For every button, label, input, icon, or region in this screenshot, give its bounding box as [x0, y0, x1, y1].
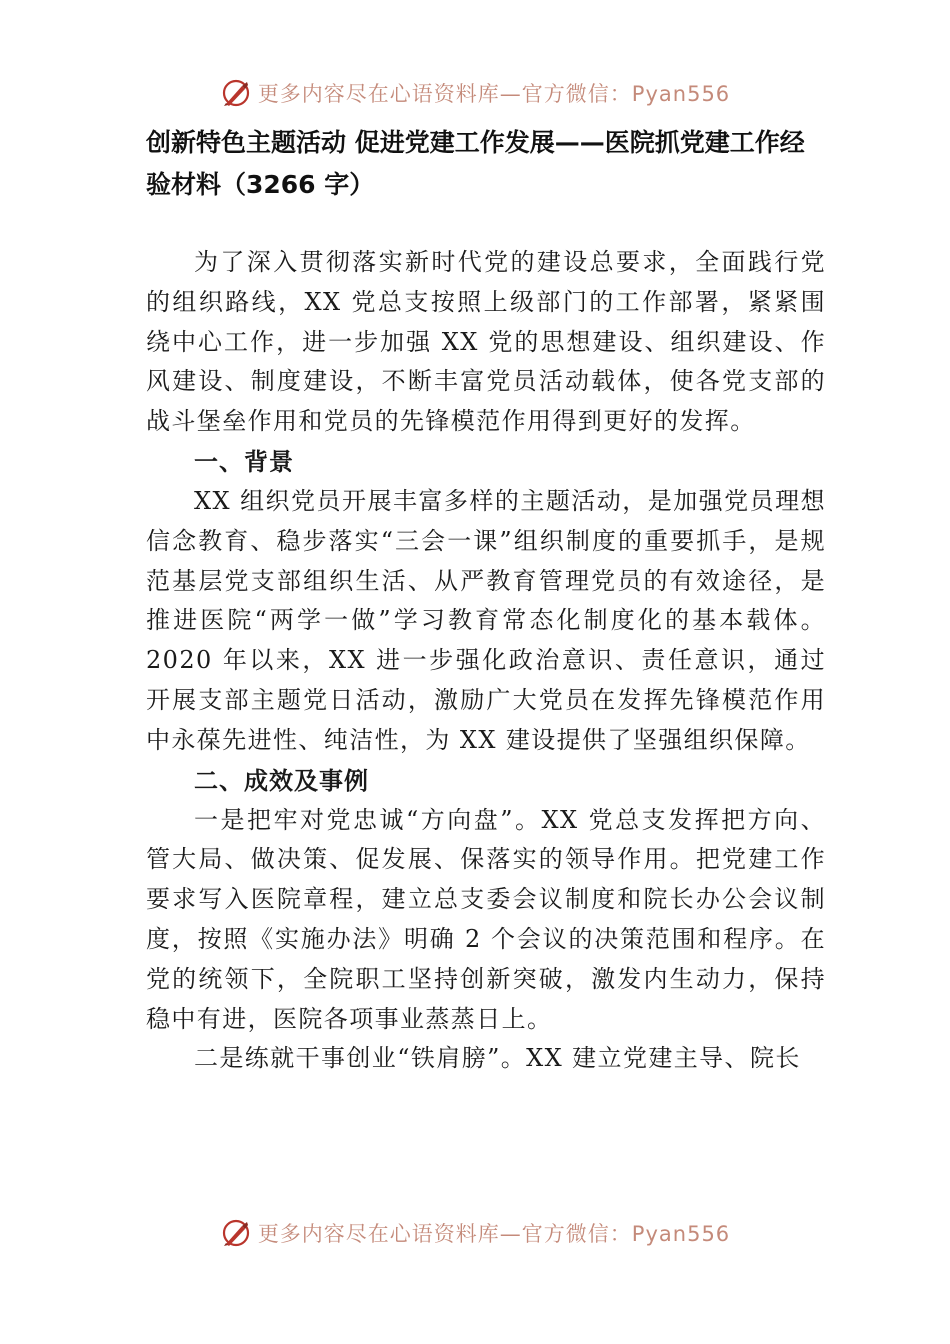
intro-paragraph: 为了深入贯彻落实新时代党的建设总要求，全面践行党的组织路线，XX 党总支按照上级部门的工作部署，紧紧围绕中心工作，进一步加强 XX 党的思想建设、组织建设、作风建设、制度建设，不断丰富党员活动载体，使各党支部的战斗堡垒作用和党员的先锋模范作用得到更好的发挥。 — [146, 248, 826, 436]
results-paragraph-1: 一是把牢对党忠诚“方向盘”。XX 党总支发挥把方向、管大局、做决策、促发展、保落实的领导作用。把党建工作要求写入医院章程，建立总支委会议制度和院长办公会议制度，按照《实施办法》明确 2 个会议的决策范围和程序。在党的统领下，全院职工坚持创新突破，激发内生动力，保持稳中有进，医院各项事业蒸蒸日上。 — [146, 805, 826, 1033]
document-body — [146, 243, 826, 1079]
section-heading-background: 一、背景 — [194, 447, 294, 476]
background-paragraph: XX 组织党员开展丰富多样的主题活动，是加强党员理想信念教育、稳步落实“三会一课”组织制度的重要抓手，是规范基层党支部组织生活、从严教育管理党员的有效途径，是推进医院“两学一做”学习教育常态化制度化的基本载体。2020 年以来，XX 进一步强化政治意识、责任意识，通过开展支部主题党日活动，激励广大党员在发挥先锋模范作用中永葆先进性、纯洁性，为 XX 建设提供了坚强组织保障。 — [146, 486, 826, 754]
results-paragraph-2: 二是练就干事创业“铁肩膀”。XX 建立党建主导、院长 — [194, 1044, 801, 1073]
pen-logo-icon — [220, 1217, 252, 1249]
section-heading-results: 二、成效及事例 — [194, 766, 369, 795]
watermark-text: 更多内容尽在心语资料库—官方微信：Pyan556 — [257, 82, 731, 106]
watermark-text: 更多内容尽在心语资料库—官方微信：Pyan556 — [257, 1222, 731, 1246]
document-title: 创新特色主题活动 促进党建工作发展——医院抓党建工作经验材料（3266 字） — [146, 128, 805, 199]
watermark-header — [0, 73, 950, 113]
pen-logo-icon — [220, 77, 252, 109]
watermark-footer — [0, 1213, 950, 1253]
